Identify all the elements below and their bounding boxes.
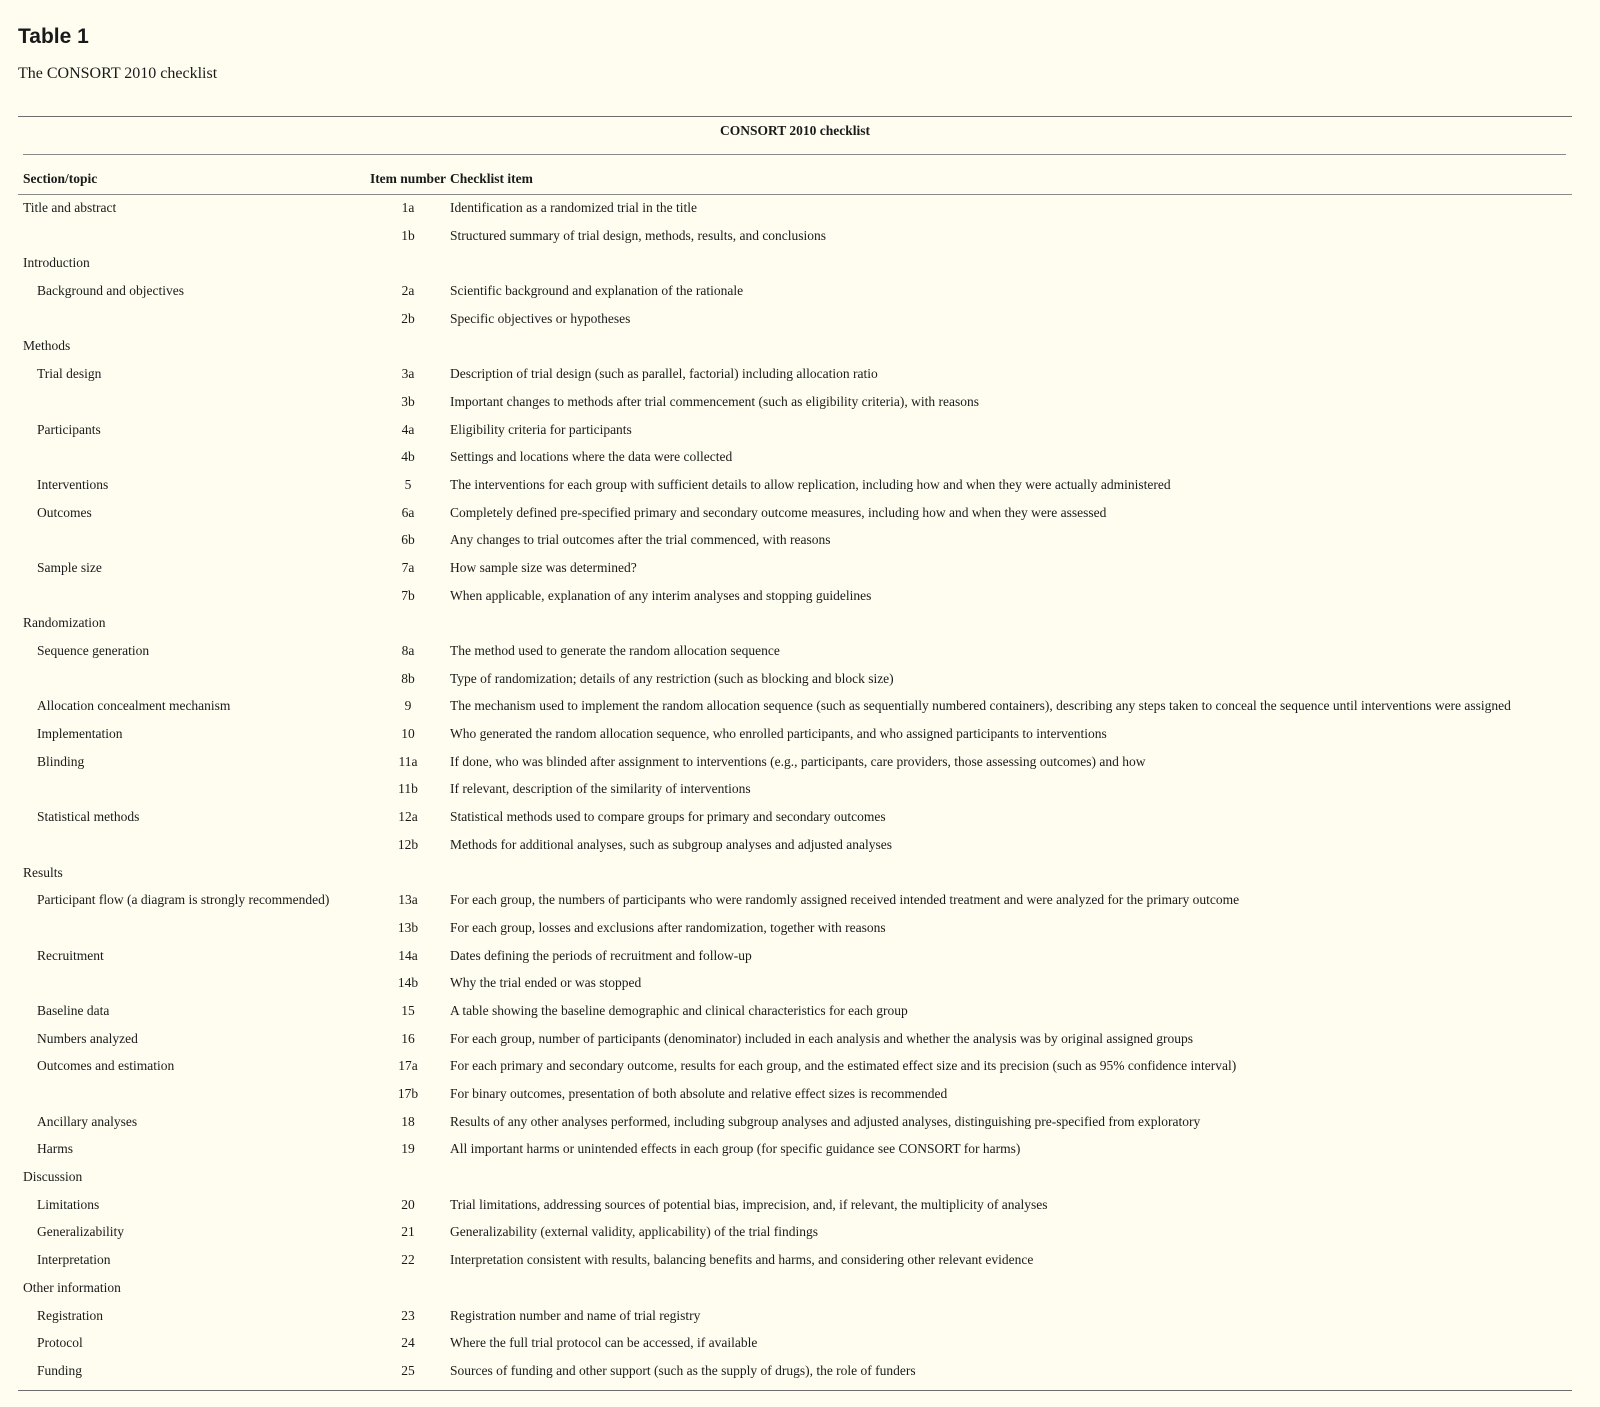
table-row: [18, 918, 1572, 946]
item-number-cell: 6a: [401, 504, 415, 520]
item-number-cell: 7b: [401, 587, 415, 603]
item-number-cell: 10: [401, 726, 415, 742]
item-number-cell: 14b: [397, 975, 419, 991]
checklist-item-cell: Description of trial design (such as parallel, factorial) including allocation ratio: [450, 366, 878, 382]
item-number-cell: 22: [401, 1252, 415, 1268]
table-row: [18, 641, 1572, 669]
item-number-cell: 5: [404, 476, 412, 492]
section-topic-cell: Recruitment: [37, 947, 104, 963]
section-topic-cell: Sequence generation: [37, 643, 150, 658]
table-row: [18, 1306, 1572, 1334]
item-number-cell: 3a: [401, 366, 415, 382]
checklist-item-cell: The interventions for each group with sufficient details to allow replication, including how and when they were actually administered: [450, 476, 1171, 492]
column-headers: [18, 169, 1572, 189]
checklist-item-cell: Settings and locations where the data were collected: [450, 449, 733, 465]
item-number-cell: 9: [404, 698, 412, 714]
section-topic-cell: Outcomes and estimation: [37, 1058, 175, 1074]
section-topic-cell: Ancillary analyses: [37, 1113, 138, 1129]
table-row: [18, 890, 1572, 918]
table-row: [18, 392, 1572, 420]
item-number-cell: 2a: [401, 283, 415, 299]
section-topic-cell: Registration: [37, 1307, 103, 1323]
checklist-item-cell: For binary outcomes, presentation of both absolute and relative effect sizes is recommended: [450, 1086, 948, 1101]
section-heading-row: [18, 863, 1572, 891]
checklist-item-cell: Dates defining the periods of recruitment and follow-up: [450, 947, 752, 963]
table-row: [18, 1029, 1572, 1057]
column-header-section: Section/topic: [23, 171, 98, 186]
column-header-checklist-item: Checklist item: [450, 171, 533, 186]
checklist-item-cell: A table showing the baseline demographic and clinical characteristics for each group: [450, 1002, 908, 1018]
section-topic-cell: Numbers analyzed: [37, 1030, 138, 1046]
item-number-cell: 3b: [401, 393, 415, 409]
item-number-cell: 13a: [398, 892, 418, 908]
section-topic-cell: Protocol: [37, 1335, 83, 1351]
section-topic-cell: Randomization: [23, 615, 106, 631]
checklist-item-cell: All important harms or unintended effects in each group (for specific guidance see CONSORT for harms): [450, 1141, 1021, 1157]
item-number-cell: 20: [401, 1196, 415, 1212]
heading-rule: [23, 154, 1566, 155]
item-number-cell: 8a: [401, 643, 415, 658]
table-row: [18, 558, 1572, 586]
table-row: [18, 447, 1572, 475]
item-number-cell: 23: [401, 1307, 415, 1323]
item-number-cell: 25: [401, 1362, 415, 1378]
section-heading-row: [18, 1167, 1572, 1195]
table-heading: CONSORT 2010 checklist: [719, 123, 871, 138]
item-number-cell: 7a: [401, 559, 415, 575]
table-row: [18, 696, 1572, 724]
table-row: [18, 420, 1572, 448]
table-row: [18, 1195, 1572, 1223]
item-number-cell: 1a: [401, 200, 415, 215]
section-heading-row: [18, 253, 1572, 281]
checklist-item-cell: Specific objectives or hypotheses: [450, 310, 631, 326]
checklist-item-cell: For each primary and secondary outcome, results for each group, and the estimated effect size and its precision (such as 95% confidence interval): [450, 1058, 1237, 1074]
table-row: [18, 1222, 1572, 1250]
column-header-item-number: Item number: [369, 171, 447, 186]
checklist-item-cell: Why the trial ended or was stopped: [450, 975, 642, 991]
section-topic-cell: Sample size: [37, 559, 102, 575]
table-row: [18, 503, 1572, 531]
table-row: [18, 835, 1572, 863]
table-row: [18, 475, 1572, 503]
table-row: [18, 1001, 1572, 1029]
section-topic-cell: Introduction: [23, 255, 90, 271]
item-number-cell: 11a: [398, 753, 418, 769]
table-row: [18, 364, 1572, 392]
section-topic-cell: Blinding: [37, 753, 85, 769]
item-number-cell: 4b: [401, 449, 415, 465]
item-number-cell: 2b: [401, 310, 415, 326]
section-heading-row: [18, 336, 1572, 364]
item-number-cell: 12b: [397, 836, 419, 852]
section-topic-cell: Results: [23, 864, 63, 880]
item-number-cell: 15: [401, 1002, 415, 1018]
checklist-item-cell: Scientific background and explanation of the rationale: [450, 283, 744, 299]
checklist-item-cell: Where the full trial protocol can be accessed, if available: [450, 1335, 758, 1351]
item-number-cell: 4a: [401, 421, 415, 437]
table-row: [18, 1139, 1572, 1167]
section-topic-cell: Outcomes: [37, 504, 92, 520]
section-topic-cell: Funding: [37, 1362, 83, 1378]
table-row: [18, 724, 1572, 752]
section-heading-row: [18, 613, 1572, 641]
item-number-cell: 8b: [401, 670, 415, 686]
item-number-cell: 11b: [398, 781, 418, 797]
checklist-item-cell: Sources of funding and other support (such as the supply of drugs), the role of funders: [450, 1362, 916, 1378]
section-topic-cell: Participants: [37, 421, 101, 437]
checklist-item-cell: Interpretation consistent with results, balancing benefits and harms, and considering other relevant evidence: [450, 1252, 1034, 1268]
table-bottom-rule: [18, 1390, 1572, 1391]
table-row: [18, 946, 1572, 974]
section-topic-cell: Discussion: [23, 1169, 83, 1185]
section-topic-cell: Trial design: [37, 366, 102, 382]
checklist-item-cell: Who generated the random allocation sequence, who enrolled participants, and who assigned participants to interventions: [450, 726, 1107, 742]
section-topic-cell: Methods: [23, 338, 71, 354]
checklist-item-cell: Completely defined pre-specified primary and secondary outcome measures, including how and when they were assessed: [450, 504, 1107, 520]
section-topic-cell: Statistical methods: [37, 809, 140, 825]
checklist-item-cell: Trial limitations, addressing sources of potential bias, imprecision, and, if relevant, the multiplicity of analyses: [450, 1196, 1048, 1212]
checklist-item-cell: If relevant, description of the similarity of interventions: [450, 781, 751, 797]
checklist-item-cell: Any changes to trial outcomes after the trial commenced, with reasons: [450, 532, 831, 548]
section-heading-row: [18, 1278, 1572, 1306]
checklist-item-cell: For each group, losses and exclusions after randomization, together with reasons: [450, 919, 886, 935]
checklist-item-cell: For each group, number of participants (denominator) included in each analysis and whether the analysis was by original assigned groups: [450, 1030, 1194, 1046]
section-topic-cell: Allocation concealment mechanism: [37, 698, 231, 714]
section-topic-cell: Limitations: [37, 1196, 100, 1212]
table-row: [18, 1112, 1572, 1140]
item-number-cell: 13b: [397, 919, 419, 935]
item-number-cell: 6b: [401, 532, 415, 548]
checklist-item-cell: How sample size was determined?: [450, 559, 637, 575]
table-row: [18, 281, 1572, 309]
checklist-item-cell: The mechanism used to implement the random allocation sequence (such as sequentially numbered containers), describing any steps taken to conceal the sequence until interventions were assigned: [450, 698, 1511, 714]
table-row: [18, 779, 1572, 807]
table-row: [18, 973, 1572, 1001]
item-number-cell: 1b: [401, 227, 415, 243]
table-row: [18, 669, 1572, 697]
checklist-item-cell: Statistical methods used to compare groups for primary and secondary outcomes: [450, 809, 886, 825]
table-row: [18, 198, 1572, 226]
item-number-cell: 12a: [398, 809, 418, 825]
section-topic-cell: Baseline data: [37, 1002, 110, 1018]
table-row: [18, 1361, 1572, 1389]
checklist-item-cell: Registration number and name of trial registry: [450, 1307, 701, 1323]
section-topic-cell: Background and objectives: [37, 283, 184, 299]
table-row: [18, 1084, 1572, 1112]
section-topic-cell: Interventions: [37, 476, 109, 492]
table-label: Table 1: [18, 25, 89, 48]
section-topic-cell: Interpretation: [37, 1252, 111, 1268]
checklist-item-cell: When applicable, explanation of any interim analyses and stopping guidelines: [450, 587, 872, 603]
section-topic-cell: Other information: [23, 1279, 121, 1295]
item-number-cell: 16: [401, 1030, 415, 1046]
section-topic-cell: Generalizability: [37, 1224, 124, 1240]
section-topic-cell: Harms: [37, 1141, 73, 1157]
checklist-item-cell: Results of any other analyses performed, including subgroup analyses and adjusted analyses, distinguishing pre-specified from exploratory: [450, 1113, 1201, 1129]
table-row: [18, 309, 1572, 337]
table-top-rule: [18, 116, 1572, 117]
item-number-cell: 18: [401, 1113, 415, 1129]
table-row: [18, 1056, 1572, 1084]
section-topic-cell: Implementation: [37, 726, 123, 742]
item-number-cell: 24: [401, 1335, 415, 1351]
table-row: [18, 807, 1572, 835]
checklist-item-cell: Eligibility criteria for participants: [450, 421, 632, 437]
item-number-cell: 17b: [397, 1086, 419, 1101]
item-number-cell: 14a: [398, 947, 418, 963]
table-caption: The CONSORT 2010 checklist: [18, 65, 218, 82]
table-row: [18, 586, 1572, 614]
checklist-item-cell: The method used to generate the random allocation sequence: [450, 643, 780, 658]
checklist-item-cell: Generalizability (external validity, applicability) of the trial findings: [450, 1224, 819, 1240]
item-number-cell: 17a: [398, 1058, 418, 1074]
table-row: [18, 752, 1572, 780]
section-topic-cell: Title and abstract: [23, 200, 117, 215]
checklist-item-cell: Methods for additional analyses, such as subgroup analyses and adjusted analyses: [450, 836, 893, 852]
checklist-item-cell: Structured summary of trial design, methods, results, and conclusions: [450, 227, 827, 243]
checklist-item-cell: If done, who was blinded after assignment to interventions (e.g., participants, care providers, those assessing outcomes) and how: [450, 753, 1146, 769]
section-topic-cell: Participant flow (a diagram is strongly recommended): [37, 892, 330, 908]
item-number-cell: 19: [401, 1141, 415, 1157]
checklist-item-cell: Identification as a randomized trial in the title: [450, 200, 698, 215]
table-row: [18, 530, 1572, 558]
table-row: [18, 1333, 1572, 1361]
table-row: [18, 1250, 1572, 1278]
item-number-cell: 21: [401, 1224, 415, 1240]
table-row: [18, 226, 1572, 254]
checklist-item-cell: Type of randomization; details of any restriction (such as blocking and block size): [450, 670, 894, 686]
checklist-item-cell: For each group, the numbers of participants who were randomly assigned received intended treatment and were analyzed for the primary outcome: [450, 892, 1240, 908]
table-body: [18, 198, 1572, 1389]
header-rule: [18, 194, 1572, 195]
checklist-item-cell: Important changes to methods after trial commencement (such as eligibility criteria), with reasons: [450, 393, 979, 409]
